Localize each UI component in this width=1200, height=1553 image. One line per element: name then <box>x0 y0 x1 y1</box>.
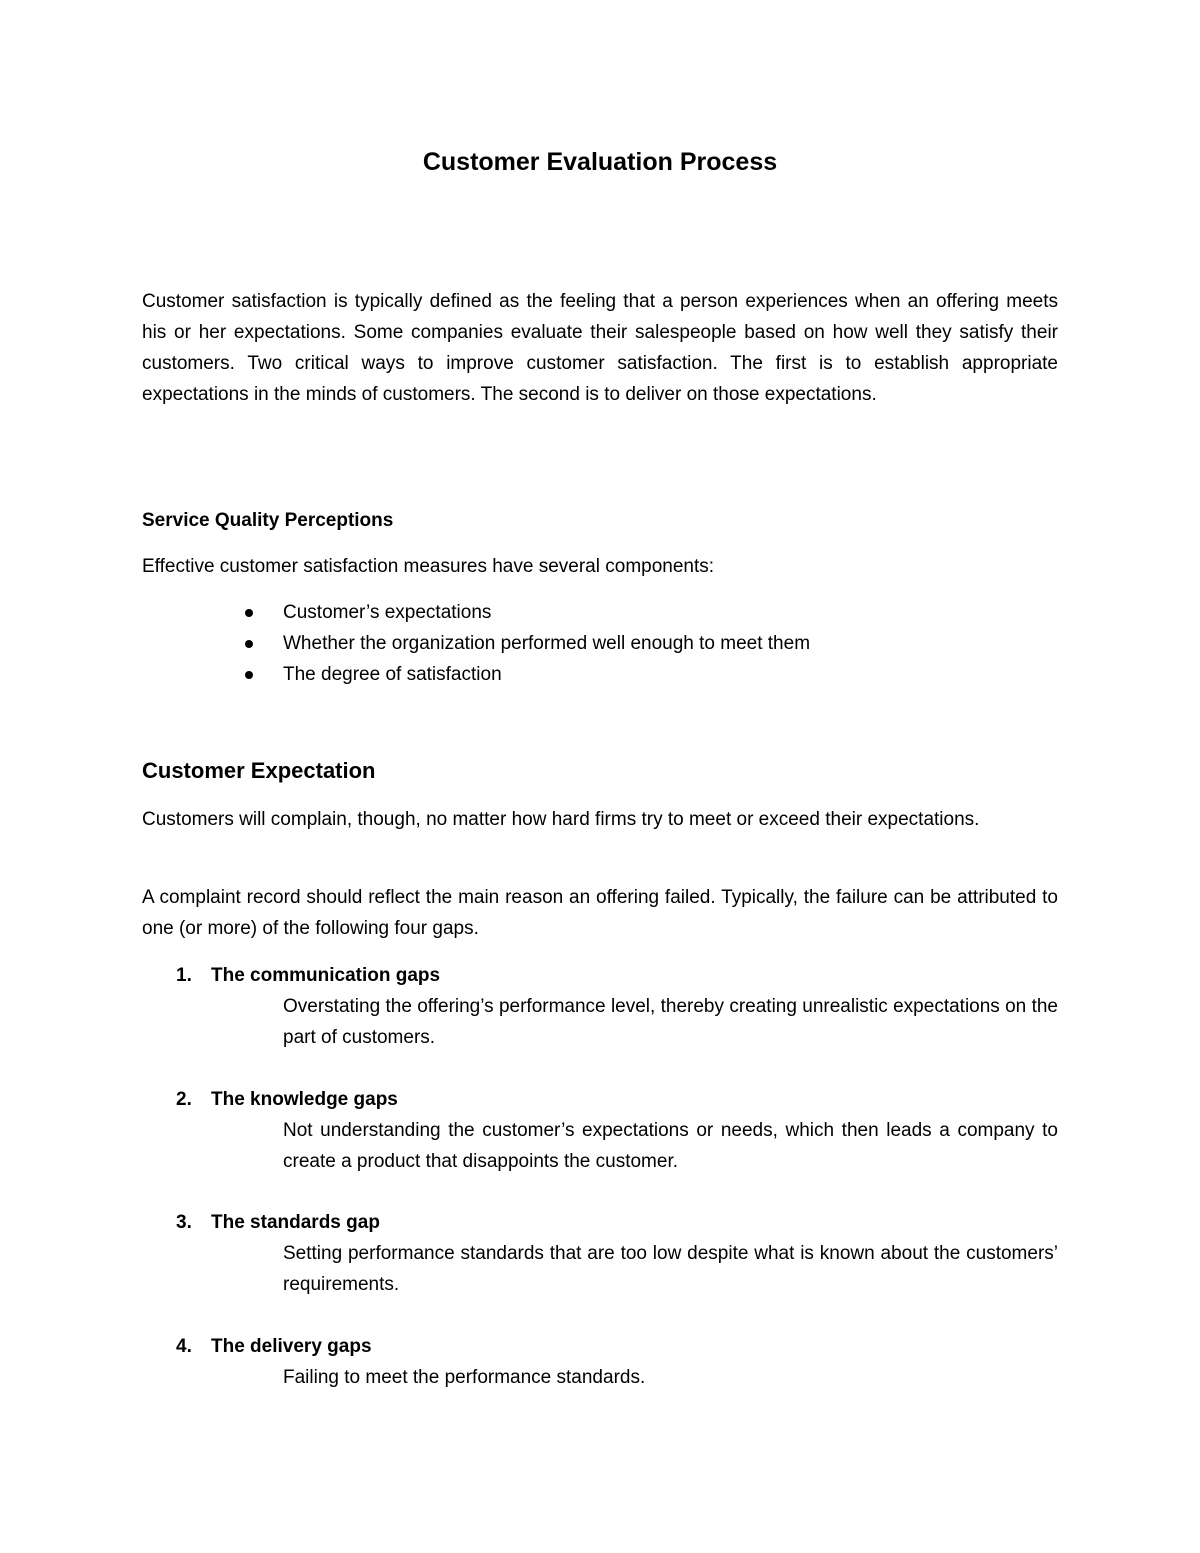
service-quality-lead: Effective customer satisfaction measures have several components: <box>142 556 715 577</box>
gap-title: The communication gaps <box>211 965 441 986</box>
bullet-icon <box>245 671 253 679</box>
gap-number: 3. <box>176 1212 192 1233</box>
gap-heading <box>176 1331 1058 1362</box>
components-list <box>245 597 1065 690</box>
bullet-icon <box>245 609 253 617</box>
list-item <box>245 659 1065 690</box>
complaint-paragraph: Customers will complain, though, no matter how hard firms try to meet or exceed their expectations. <box>142 809 980 830</box>
gap-number: 4. <box>176 1336 192 1357</box>
gap-description: Setting performance standards that are too low despite what is known about the customers’ requirements. <box>283 1243 1058 1295</box>
gap-heading <box>176 960 1058 991</box>
list-item-text: Whether the organization performed well enough to meet them <box>283 633 811 654</box>
intro-paragraph: Customer satisfaction is typically defined as the feeling that a person experiences when an offering meets his or her expectations. Some companies evaluate their salespeople based on how well they satisfy their customers. Two critical ways to improve customer satisfaction. The first is to establish appropriate expectations in the minds of customers. The second is to deliver on those expectations. <box>142 291 1058 405</box>
list-item-text: The degree of satisfaction <box>283 664 502 685</box>
document-title: Customer Evaluation Process <box>422 148 778 176</box>
list-item <box>245 628 1065 659</box>
gap-item-communication <box>176 960 1058 1053</box>
gap-number: 1. <box>176 965 192 986</box>
customer-expectation-heading: Customer Expectation <box>142 758 376 783</box>
gap-item-delivery <box>176 1331 1058 1393</box>
gap-description: Overstating the offering’s performance level, thereby creating unrealistic expectations on the part of customers. <box>283 996 1058 1048</box>
service-quality-heading: Service Quality Perceptions <box>142 510 394 531</box>
gap-title: The standards gap <box>211 1212 380 1233</box>
gap-description: Not understanding the customer’s expectations or needs, which then leads a company to create a product that disappoints the customer. <box>283 1120 1058 1172</box>
gap-title: The delivery gaps <box>211 1336 372 1357</box>
gap-number: 2. <box>176 1089 192 1110</box>
gap-item-knowledge <box>176 1084 1058 1177</box>
gap-description: Failing to meet the performance standards. <box>283 1367 646 1388</box>
gap-item-standards <box>176 1207 1058 1300</box>
gap-title: The knowledge gaps <box>211 1089 398 1110</box>
bullet-icon <box>245 640 253 648</box>
gap-heading <box>176 1207 1058 1238</box>
gap-heading <box>176 1084 1058 1115</box>
complaint-record-paragraph: A complaint record should reflect the main reason an offering failed. Typically, the failure can be attributed to one (or more) of the following four gaps. <box>142 887 1058 939</box>
list-item-text: Customer’s expectations <box>283 602 492 623</box>
list-item <box>245 597 1065 628</box>
